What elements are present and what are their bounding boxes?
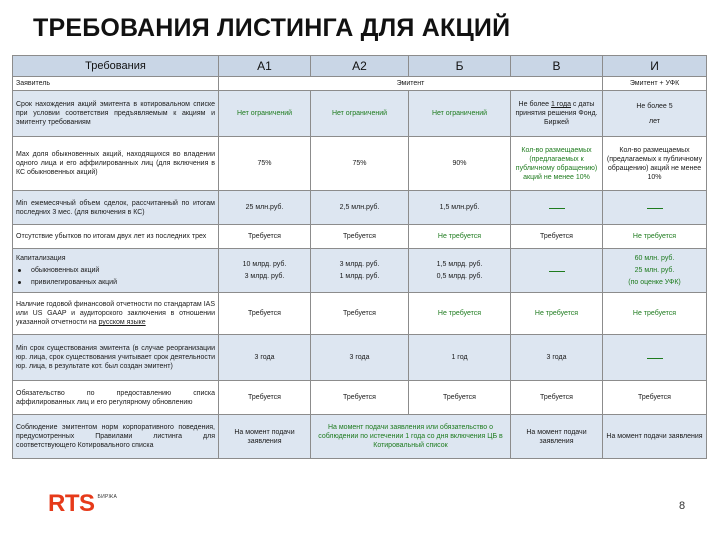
- value-cell: [603, 249, 707, 293]
- value-text: 25 млн. руб.: [634, 267, 675, 274]
- bullet-item: [16, 278, 215, 287]
- criterion-cell: Отсутствие убытков по итогам двух лет из последних трех: [13, 225, 219, 249]
- value-cell: [511, 191, 603, 225]
- value-cell: На момент подачи заявления: [219, 415, 311, 459]
- value-cell: Не требуется: [603, 293, 707, 335]
- bullet-item: [16, 266, 215, 275]
- value-cell: 3 года: [311, 335, 409, 381]
- value-cell: Не требуется: [603, 225, 707, 249]
- value-cell: Требуется: [311, 293, 409, 335]
- table-row: [13, 191, 707, 225]
- value-cell: 3 года: [511, 335, 603, 381]
- page-number: 8: [679, 500, 686, 512]
- table-subheader-row: [13, 77, 707, 91]
- criterion-cell: Мах доля обыкновенных акций, находящихся во владении одного лица и его аффилированных лиц (для включения в КС обыкновенных акций): [13, 137, 219, 191]
- criterion-text: Наличие годовой финансовой отчетности по стандартам IAS или US GAAP и аудиторского заключения в отношении указанной отчетности на: [16, 301, 215, 326]
- value-text: 0,5 млрд. руб.: [436, 273, 483, 280]
- value-cell: 90%: [409, 137, 511, 191]
- bullet-text: обыкновенных акций: [31, 267, 100, 274]
- table-row: [13, 335, 707, 381]
- criterion-cell: [13, 249, 219, 293]
- logo-text: RTS: [48, 490, 95, 517]
- subheader-issuer: Эмитент: [219, 77, 603, 91]
- value-cell: Требуется: [511, 225, 603, 249]
- value-cell: Требуется: [311, 225, 409, 249]
- value-cell: 25 млн.руб.: [219, 191, 311, 225]
- table-row: [13, 293, 707, 335]
- value-cell: 1,5 млн.руб.: [409, 191, 511, 225]
- value-cell: Требуется: [409, 381, 511, 415]
- subheader-applicant: Заявитель: [13, 77, 219, 91]
- value-cell: [409, 249, 511, 293]
- header-requirements: Требования: [13, 56, 219, 77]
- criterion-cell: Срок нахождения акций эмитента в котировальном списке при условии соответствия предъявляемым к акциям и эмитенту требованиям: [13, 91, 219, 137]
- value-text: с даты принятия решения Фонд. Биржей: [515, 101, 598, 126]
- value-text: 60 млн. руб.: [634, 255, 675, 262]
- header-col-i: И: [603, 56, 707, 77]
- bullet-text: привилегированных акций: [31, 279, 117, 286]
- value-link-text: 1 года: [551, 101, 571, 108]
- value-cell: 75%: [219, 137, 311, 191]
- value-cell: Не требуется: [409, 225, 511, 249]
- value-cell: Нет ограничений: [311, 91, 409, 137]
- header-col-v: В: [511, 56, 603, 77]
- dash-mark: [647, 353, 663, 359]
- value-cell: 75%: [311, 137, 409, 191]
- value-text: лет: [649, 117, 660, 125]
- value-text: Не более 5: [636, 102, 673, 110]
- value-cell: [511, 91, 603, 137]
- page-title: ТРЕБОВАНИЯ ЛИСТИНГА ДЛЯ АКЦИЙ: [33, 14, 511, 42]
- value-cell: [603, 335, 707, 381]
- logo-subtext: БИРЖА: [97, 494, 118, 500]
- value-cell: [511, 249, 603, 293]
- value-text: 1 млрд. руб.: [339, 273, 380, 280]
- table-row: [13, 91, 707, 137]
- value-cell: Требуется: [219, 225, 311, 249]
- value-cell: На момент подачи заявления: [511, 415, 603, 459]
- value-text: 3 млрд. руб.: [244, 273, 285, 280]
- value-cell: Нет ограничений: [409, 91, 511, 137]
- value-cell: Нет ограничений: [219, 91, 311, 137]
- value-text: Не более: [518, 101, 552, 108]
- value-cell: [603, 191, 707, 225]
- criterion-cell: [13, 293, 219, 335]
- dash-mark: [549, 266, 565, 272]
- value-cell: Требуется: [219, 381, 311, 415]
- table-row: [13, 249, 707, 293]
- subheader-issuer-ufk: Эмитент + УФК: [603, 77, 707, 91]
- value-cell: Требуется: [219, 293, 311, 335]
- dash-mark: [549, 203, 565, 209]
- criterion-cell: Min срок существования эмитента (в случае реорганизации юр. лица, срок существования учитывает срок деятельности юр. лица, в результате кот. был создан эмитент): [13, 335, 219, 381]
- criterion-cell: Min ежемесячный объем сделок, рассчитанный по итогам последних 3 мес. (для включения в КС): [13, 191, 219, 225]
- dash-mark: [647, 203, 663, 209]
- table-row: [13, 415, 707, 459]
- value-cell: Кол-во размещаемых (предлагаемых к публичному обращению) акций не менее 10%: [603, 137, 707, 191]
- bullet-icon: [18, 269, 21, 272]
- value-text: 1,5 млрд. руб.: [436, 261, 483, 268]
- value-cell: Не требуется: [409, 293, 511, 335]
- value-text: 10 млрд. руб.: [242, 261, 287, 268]
- listing-requirements-table: [12, 55, 707, 459]
- value-cell: 2,5 млн.руб.: [311, 191, 409, 225]
- table-row: [13, 225, 707, 249]
- header-col-a1: А1: [219, 56, 311, 77]
- value-cell: На момент подачи заявления: [603, 415, 707, 459]
- value-cell: [219, 249, 311, 293]
- value-cell: Требуется: [311, 381, 409, 415]
- table-row: [13, 381, 707, 415]
- header-col-b: Б: [409, 56, 511, 77]
- rts-logo: [48, 490, 117, 518]
- table-header-row: [13, 56, 707, 77]
- criterion-cell: Соблюдение эмитентом норм корпоративного поведения, предусмотренных Правилами листинга для соответствующего Котировального списка: [13, 415, 219, 459]
- table-row: [13, 137, 707, 191]
- criterion-link-text: русском языке: [98, 319, 146, 326]
- value-cell: Не требуется: [511, 293, 603, 335]
- value-cell: [311, 249, 409, 293]
- criterion-text: Капитализация: [16, 255, 66, 262]
- value-cell: 1 год: [409, 335, 511, 381]
- header-col-a2: А2: [311, 56, 409, 77]
- bullet-icon: [18, 281, 21, 284]
- value-cell: Требуется: [511, 381, 603, 415]
- value-text: (по оценке УФК): [628, 279, 681, 286]
- value-cell: [603, 91, 707, 137]
- value-cell: Требуется: [603, 381, 707, 415]
- value-cell: 3 года: [219, 335, 311, 381]
- criterion-cell: Обязательство по предоставлению списка аффилированных лиц и его регулярному обновлению: [13, 381, 219, 415]
- value-cell: Кол-во размещаемых (предлагаемых к публичному обращению) акций не менее 10%: [511, 137, 603, 191]
- value-text: 3 млрд. руб.: [339, 261, 380, 268]
- value-cell-merged: На момент подачи заявления или обязательство о соблюдении по истечении 1 года со дня включения ЦБ в Котировальный список: [311, 415, 511, 459]
